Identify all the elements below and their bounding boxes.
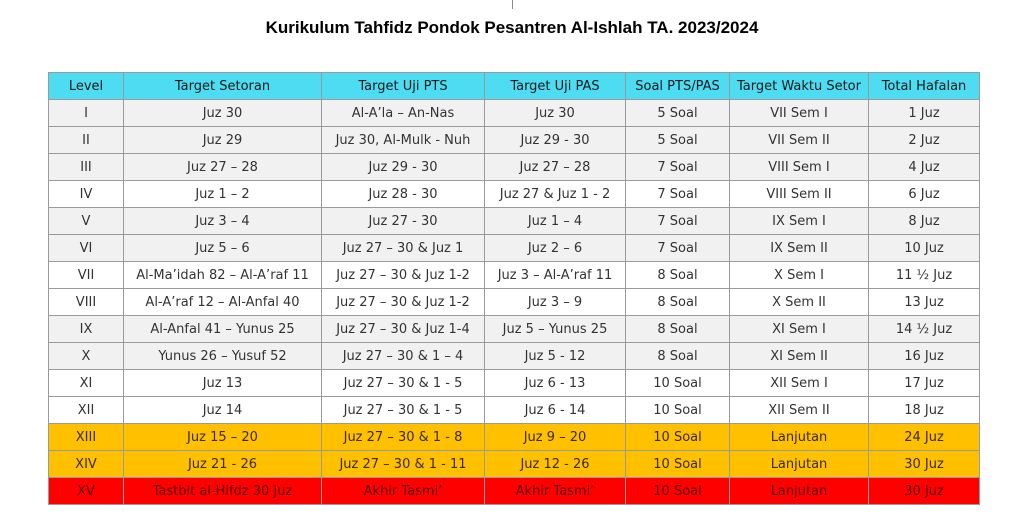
cell-level: XIII (49, 424, 124, 451)
cell-target-uji-pas: Juz 30 (485, 100, 626, 127)
cell-target-uji-pas: Juz 6 - 14 (485, 397, 626, 424)
cell-target-uji-pts: Akhir Tasmi’ (322, 478, 485, 505)
table-row (49, 343, 980, 370)
cell-target-uji-pts: Juz 27 – 30 & Juz 1-4 (322, 316, 485, 343)
cell-soal-pts-pas: 5 Soal (626, 100, 730, 127)
cell-level: II (49, 127, 124, 154)
top-divider-mark (512, 0, 513, 9)
cell-target-waktu-setor: X Sem II (730, 289, 869, 316)
cell-target-waktu-setor: X Sem I (730, 262, 869, 289)
cell-target-waktu-setor: XI Sem II (730, 343, 869, 370)
cell-soal-pts-pas: 8 Soal (626, 289, 730, 316)
cell-level: IX (49, 316, 124, 343)
cell-soal-pts-pas: 10 Soal (626, 451, 730, 478)
cell-target-uji-pas: Juz 1 – 4 (485, 208, 626, 235)
cell-target-setoran: Al-Anfal 41 – Yunus 25 (124, 316, 322, 343)
table-row (49, 289, 980, 316)
cell-target-setoran: Al-A’raf 12 – Al-Anfal 40 (124, 289, 322, 316)
cell-target-uji-pts: Juz 29 - 30 (322, 154, 485, 181)
table-row (49, 208, 980, 235)
cell-soal-pts-pas: 8 Soal (626, 343, 730, 370)
cell-soal-pts-pas: 5 Soal (626, 127, 730, 154)
column-header-total-hafalan: Total Hafalan (869, 73, 980, 100)
cell-target-uji-pas: Juz 29 - 30 (485, 127, 626, 154)
cell-target-uji-pas: Juz 6 - 13 (485, 370, 626, 397)
cell-total-hafalan: 1 Juz (869, 100, 980, 127)
table-row (49, 316, 980, 343)
cell-level: VIII (49, 289, 124, 316)
cell-target-uji-pas: Juz 2 – 6 (485, 235, 626, 262)
cell-soal-pts-pas: 10 Soal (626, 478, 730, 505)
cell-target-setoran: Tastbit al-Hifdz 30 Juz (124, 478, 322, 505)
table-row (49, 424, 980, 451)
table-row (49, 451, 980, 478)
cell-target-setoran: Yunus 26 – Yusuf 52 (124, 343, 322, 370)
table-row (49, 181, 980, 208)
cell-target-uji-pts: Juz 28 - 30 (322, 181, 485, 208)
cell-target-waktu-setor: XII Sem I (730, 370, 869, 397)
cell-target-setoran: Juz 3 – 4 (124, 208, 322, 235)
table-row (49, 478, 980, 505)
cell-target-uji-pts: Juz 27 – 30 & Juz 1 (322, 235, 485, 262)
cell-target-uji-pas: Juz 27 – 28 (485, 154, 626, 181)
cell-target-setoran: Juz 1 – 2 (124, 181, 322, 208)
cell-target-waktu-setor: VIII Sem I (730, 154, 869, 181)
column-header-target-setoran: Target Setoran (124, 73, 322, 100)
column-header-target-uji-pas: Target Uji PAS (485, 73, 626, 100)
cell-total-hafalan: 8 Juz (869, 208, 980, 235)
cell-target-setoran: Juz 30 (124, 100, 322, 127)
column-header-level: Level (49, 73, 124, 100)
cell-target-setoran: Juz 27 – 28 (124, 154, 322, 181)
cell-level: VII (49, 262, 124, 289)
table-row (49, 154, 980, 181)
table-row (49, 100, 980, 127)
cell-target-waktu-setor: XII Sem II (730, 397, 869, 424)
cell-target-uji-pts: Juz 27 – 30 & 1 - 8 (322, 424, 485, 451)
cell-target-waktu-setor: XI Sem I (730, 316, 869, 343)
cell-total-hafalan: 24 Juz (869, 424, 980, 451)
curriculum-table (48, 72, 980, 505)
cell-target-uji-pts: Juz 27 – 30 & 1 - 5 (322, 397, 485, 424)
cell-target-uji-pas: Juz 12 - 26 (485, 451, 626, 478)
cell-target-uji-pts: Juz 27 – 30 & 1 - 5 (322, 370, 485, 397)
cell-target-setoran: Juz 5 – 6 (124, 235, 322, 262)
cell-target-uji-pts: Juz 27 – 30 & Juz 1-2 (322, 262, 485, 289)
cell-target-uji-pts: Juz 27 – 30 & 1 – 4 (322, 343, 485, 370)
cell-level: VI (49, 235, 124, 262)
table-body (49, 100, 980, 505)
cell-target-uji-pts: Juz 27 – 30 & Juz 1-2 (322, 289, 485, 316)
cell-target-setoran: Juz 14 (124, 397, 322, 424)
cell-total-hafalan: 4 Juz (869, 154, 980, 181)
cell-target-uji-pas: Juz 3 – 9 (485, 289, 626, 316)
cell-total-hafalan: 30 Juz (869, 478, 980, 505)
cell-target-waktu-setor: Lanjutan (730, 478, 869, 505)
cell-target-uji-pas: Juz 5 – Yunus 25 (485, 316, 626, 343)
cell-total-hafalan: 18 Juz (869, 397, 980, 424)
cell-target-waktu-setor: VII Sem II (730, 127, 869, 154)
cell-total-hafalan: 30 Juz (869, 451, 980, 478)
cell-level: III (49, 154, 124, 181)
cell-target-uji-pts: Juz 30, Al-Mulk - Nuh (322, 127, 485, 154)
cell-soal-pts-pas: 10 Soal (626, 397, 730, 424)
cell-level: XIV (49, 451, 124, 478)
cell-target-waktu-setor: Lanjutan (730, 451, 869, 478)
cell-soal-pts-pas: 7 Soal (626, 154, 730, 181)
cell-level: XII (49, 397, 124, 424)
cell-target-setoran: Al-Ma’idah 82 – Al-A’raf 11 (124, 262, 322, 289)
cell-soal-pts-pas: 7 Soal (626, 181, 730, 208)
cell-level: IV (49, 181, 124, 208)
cell-total-hafalan: 14 ½ Juz (869, 316, 980, 343)
cell-target-uji-pas: Juz 27 & Juz 1 - 2 (485, 181, 626, 208)
cell-total-hafalan: 2 Juz (869, 127, 980, 154)
cell-total-hafalan: 17 Juz (869, 370, 980, 397)
table-header-row (49, 73, 980, 100)
column-header-target-uji-pts: Target Uji PTS (322, 73, 485, 100)
cell-total-hafalan: 16 Juz (869, 343, 980, 370)
cell-target-setoran: Juz 21 - 26 (124, 451, 322, 478)
cell-soal-pts-pas: 7 Soal (626, 235, 730, 262)
table-row (49, 397, 980, 424)
cell-level: I (49, 100, 124, 127)
cell-total-hafalan: 6 Juz (869, 181, 980, 208)
cell-total-hafalan: 13 Juz (869, 289, 980, 316)
cell-soal-pts-pas: 7 Soal (626, 208, 730, 235)
cell-level: V (49, 208, 124, 235)
document-title: Kurikulum Tahfidz Pondok Pesantren Al-Ishlah TA. 2023/2024 (265, 18, 759, 37)
column-header-soal-pts-pas: Soal PTS/PAS (626, 73, 730, 100)
cell-target-uji-pas: Akhir Tasmi’ (485, 478, 626, 505)
cell-level: XV (49, 478, 124, 505)
cell-target-uji-pts: Juz 27 – 30 & 1 - 11 (322, 451, 485, 478)
cell-target-waktu-setor: VIII Sem II (730, 181, 869, 208)
cell-target-waktu-setor: VII Sem I (730, 100, 869, 127)
table-row (49, 127, 980, 154)
cell-target-uji-pts: Juz 27 - 30 (322, 208, 485, 235)
cell-total-hafalan: 11 ½ Juz (869, 262, 980, 289)
cell-level: X (49, 343, 124, 370)
column-header-target-waktu-setor: Target Waktu Setor (730, 73, 869, 100)
cell-soal-pts-pas: 8 Soal (626, 316, 730, 343)
table-row (49, 370, 980, 397)
table-row (49, 262, 980, 289)
table-row (49, 235, 980, 262)
cell-target-uji-pas: Juz 3 – Al-A’raf 11 (485, 262, 626, 289)
cell-level: XI (49, 370, 124, 397)
cell-target-waktu-setor: IX Sem II (730, 235, 869, 262)
cell-soal-pts-pas: 10 Soal (626, 370, 730, 397)
cell-target-setoran: Juz 15 – 20 (124, 424, 322, 451)
cell-total-hafalan: 10 Juz (869, 235, 980, 262)
cell-target-uji-pas: Juz 5 - 12 (485, 343, 626, 370)
cell-target-uji-pas: Juz 9 – 20 (485, 424, 626, 451)
cell-target-setoran: Juz 13 (124, 370, 322, 397)
cell-target-uji-pts: Al-A’la – An-Nas (322, 100, 485, 127)
cell-target-setoran: Juz 29 (124, 127, 322, 154)
cell-soal-pts-pas: 10 Soal (626, 424, 730, 451)
cell-target-waktu-setor: IX Sem I (730, 208, 869, 235)
cell-soal-pts-pas: 8 Soal (626, 262, 730, 289)
cell-target-waktu-setor: Lanjutan (730, 424, 869, 451)
